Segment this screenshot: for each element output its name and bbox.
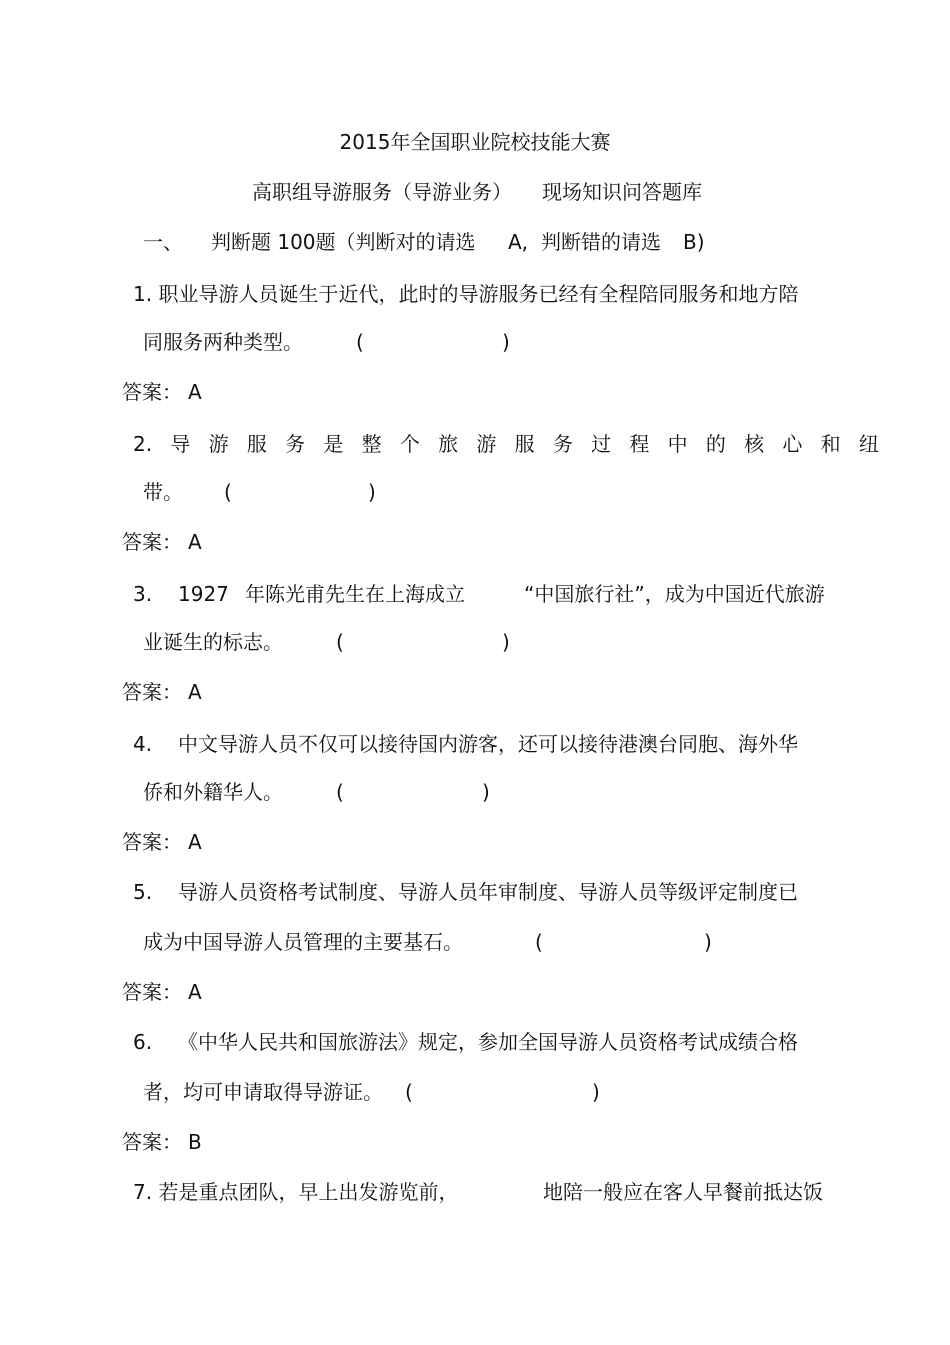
question-3-number: 3. [133, 582, 153, 606]
answer-label: 答案： [122, 380, 182, 404]
question-2-char: 是 [323, 432, 344, 456]
answer-label: 答案： [122, 1130, 182, 1154]
question-2-char: 核 [744, 432, 765, 456]
question-2-char: 导 [170, 432, 191, 456]
question-4-number: 4. [133, 732, 153, 756]
question-2-char: 旅 [438, 432, 459, 456]
question-2-paren-close: ) [368, 480, 376, 504]
question-7-line-1a: 7. 若是重点团队，早上出发游览前， [133, 1180, 459, 1204]
question-3-paren-close: ) [502, 630, 510, 654]
question-3-line-2: 业诞生的标志。 [143, 630, 283, 654]
section-option-a: A, [508, 230, 529, 254]
question-2-line-1 [133, 430, 879, 458]
question-3-text-a: 年陈光甫先生在上海成立 [245, 582, 465, 606]
document-title: 2015年全国职业院校技能大赛 [339, 130, 611, 154]
answer-label: 答案： [122, 830, 182, 854]
question-2-char: 中 [667, 432, 688, 456]
answer-label: 答案： [122, 980, 182, 1004]
section-option-b: B) [683, 230, 705, 254]
question-2-char: 程 [629, 432, 650, 456]
answer-label: 答案： [122, 530, 182, 554]
question-2-char: 心 [782, 432, 803, 456]
question-2-line-2: 带。 [143, 480, 183, 504]
question-2-char: 务 [285, 432, 306, 456]
question-2-char: 的 [705, 432, 726, 456]
question-2-char: 和 [820, 432, 841, 456]
question-5-answer: A [188, 980, 202, 1004]
question-3-year: 1927 [178, 582, 229, 606]
question-1-line-2: 同服务两种类型。 [143, 330, 303, 354]
document-subtitle-left: 高职组导游服务（导游业务） [252, 180, 512, 204]
question-2-char: 整 [361, 432, 382, 456]
section-heading: 判断题 100题（判断对的请选 [211, 230, 476, 254]
question-7-line-1b: 地陪一般应在客人早餐前抵达饭 [543, 1180, 823, 1204]
question-1-line-1: 1. 职业导游人员诞生于近代，此时的导游服务已经有全程陪同服务和地方陪 [133, 282, 799, 306]
question-1-answer: A [188, 380, 202, 404]
question-5-line-2: 成为中国导游人员管理的主要基石。 [143, 930, 463, 954]
question-5-paren-open: ( [535, 930, 543, 954]
question-4-paren-close: ) [482, 780, 490, 804]
question-2-answer: A [188, 530, 202, 554]
question-4-line-1: 中文导游人员不仅可以接待国内游客，还可以接待港澳台同胞、海外华 [178, 732, 798, 756]
question-5-paren-close: ) [704, 930, 712, 954]
question-6-number: 6. [133, 1030, 153, 1054]
question-1-paren-close: ) [502, 330, 510, 354]
section-number: 一、 [143, 230, 183, 254]
question-2-char: 个 [399, 432, 420, 456]
question-6-answer: B [188, 1130, 202, 1154]
question-6-line-2: 者，均可申请取得导游证。 [143, 1080, 383, 1104]
question-2-paren-open: ( [224, 480, 232, 504]
section-heading-2: 判断错的请选 [541, 230, 661, 254]
question-3-answer: A [188, 680, 202, 704]
question-6-paren-close: ) [592, 1080, 600, 1104]
document-subtitle-right: 现场知识问答题库 [542, 180, 702, 204]
question-4-line-2: 侨和外籍华人。 [143, 780, 283, 804]
question-2-char: 纽 [858, 432, 879, 456]
question-5-number: 5. [133, 880, 153, 904]
question-6-line-1: 《中华人民共和国旅游法》规定，参加全国导游人员资格考试成绩合格 [178, 1030, 798, 1054]
question-2-char: 游 [208, 432, 229, 456]
question-2-char: 游 [476, 432, 497, 456]
question-2-char: 服 [246, 432, 267, 456]
question-2-char: 务 [552, 432, 573, 456]
question-3-text-b: “中国旅行社”，成为中国近代旅游 [524, 582, 825, 606]
question-1-paren-open: ( [356, 330, 364, 354]
question-5-line-1: 导游人员资格考试制度、导游人员年审制度、导游人员等级评定制度已 [178, 880, 798, 904]
question-2-char: 过 [591, 432, 612, 456]
question-4-answer: A [188, 830, 202, 854]
answer-label: 答案： [122, 680, 182, 704]
question-2-char: 2. [133, 432, 153, 456]
question-6-paren-open: ( [405, 1080, 413, 1104]
question-4-paren-open: ( [336, 780, 344, 804]
question-3-paren-open: ( [336, 630, 344, 654]
question-2-char: 服 [514, 432, 535, 456]
